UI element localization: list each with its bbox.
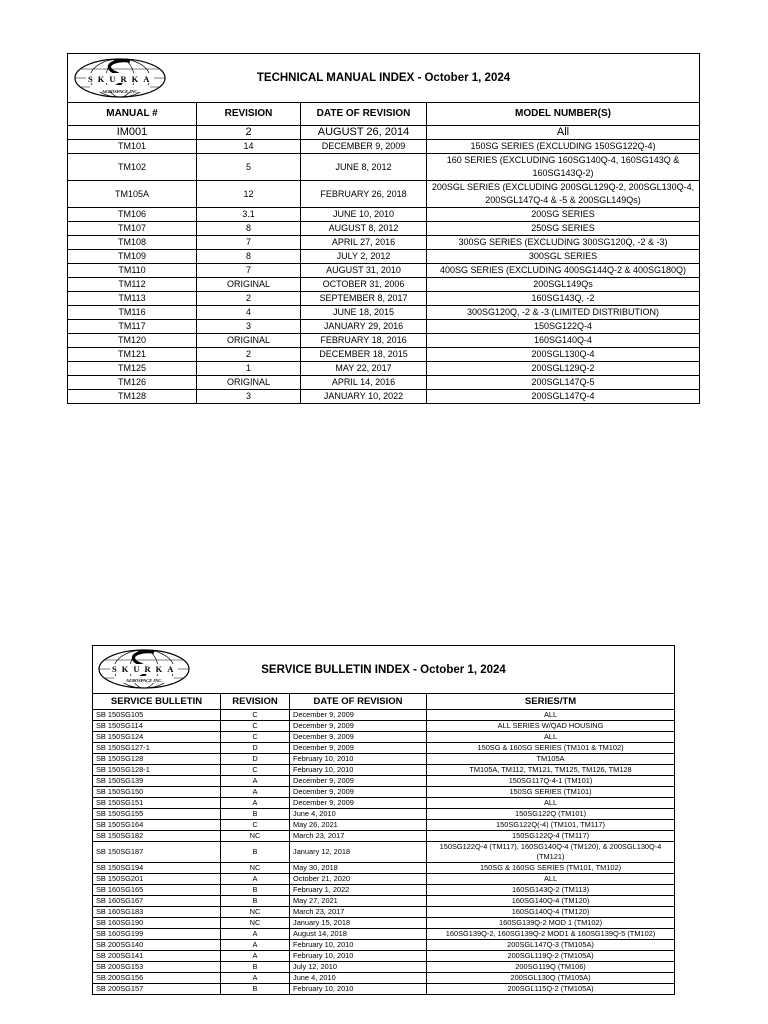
sb-cell: C — [221, 820, 290, 831]
tm-cell: 2 — [197, 348, 301, 362]
sb-cell: 200SGL130Q (TM105A) — [427, 973, 675, 984]
sb-table-row — [93, 721, 675, 732]
sb-table-row — [93, 809, 675, 820]
sb-cell: February 10, 2010 — [290, 940, 427, 951]
tm-cell: 200SGL147Q-5 — [427, 376, 700, 390]
sb-cell: October 21, 2020 — [290, 874, 427, 885]
tm-cell: AUGUST 8, 2012 — [301, 222, 427, 236]
sb-cell: January 12, 2018 — [290, 842, 427, 863]
tm-cell: 7 — [197, 264, 301, 278]
sb-cell: SB 200SG153 — [93, 962, 221, 973]
sb-cell: 150SG SERIES (TM101) — [427, 787, 675, 798]
sb-table-body — [93, 710, 675, 995]
sb-cell: February 10, 2010 — [290, 984, 427, 995]
tm-table-row — [68, 334, 700, 348]
sb-table-row — [93, 842, 675, 863]
sb-cell: 200SG119Q (TM106) — [427, 962, 675, 973]
sb-cell: NC — [221, 831, 290, 842]
sb-cell: July 12, 2010 — [290, 962, 427, 973]
sb-table-row — [93, 929, 675, 940]
tm-cell: ORIGINAL — [197, 278, 301, 292]
tm-col-header: REVISION — [197, 103, 301, 126]
sb-table-row — [93, 776, 675, 787]
tm-cell: 200SGL147Q-4 — [427, 390, 700, 404]
sb-cell: December 9, 2009 — [290, 776, 427, 787]
sb-cell: SB 150SG201 — [93, 874, 221, 885]
sb-cell: 160SG140Q-4 (TM120) — [427, 907, 675, 918]
tm-table-row — [68, 264, 700, 278]
tm-cell: TM113 — [68, 292, 197, 306]
tm-cell: 250SG SERIES — [427, 222, 700, 236]
tm-cell: DECEMBER 18, 2015 — [301, 348, 427, 362]
tm-cell: MAY 22, 2017 — [301, 362, 427, 376]
sb-logo-subtext: AEROSPACE INC. — [126, 678, 163, 683]
sb-cell: SB 150SG150 — [93, 787, 221, 798]
tm-header-row — [68, 103, 700, 126]
sb-cell: TM105A, TM112, TM121, TM125, TM126, TM128 — [427, 765, 675, 776]
sb-cell: May 30, 2018 — [290, 863, 427, 874]
tm-table-row — [68, 320, 700, 334]
sb-cell: SB 160SG190 — [93, 918, 221, 929]
tm-cell: 160SG143Q, -2 — [427, 292, 700, 306]
tm-cell: 200SG SERIES — [427, 208, 700, 222]
tm-cell: 3.1 — [197, 208, 301, 222]
sb-table-row — [93, 863, 675, 874]
sb-page-title: SERVICE BULLETIN INDEX - October 1, 2024 — [261, 663, 506, 676]
sb-cell: February 10, 2010 — [290, 951, 427, 962]
sb-cell: B — [221, 984, 290, 995]
tm-table-row — [68, 126, 700, 140]
tm-cell: 4 — [197, 306, 301, 320]
sb-table-row — [93, 798, 675, 809]
sb-cell: A — [221, 874, 290, 885]
tm-table-row — [68, 140, 700, 154]
sb-cell: ALL SERIES W/QAD HOUSING — [427, 721, 675, 732]
sb-table-row — [93, 743, 675, 754]
sb-table-row — [93, 787, 675, 798]
tm-cell: JULY 2, 2012 — [301, 250, 427, 264]
sb-cell: 160SG140Q-4 (TM120) — [427, 896, 675, 907]
tm-cell: TM109 — [68, 250, 197, 264]
tm-cell: SEPTEMBER 8, 2017 — [301, 292, 427, 306]
sb-table-row — [93, 765, 675, 776]
tm-cell: TM125 — [68, 362, 197, 376]
sb-cell: B — [221, 962, 290, 973]
tm-cell: AUGUST 31, 2010 — [301, 264, 427, 278]
sb-cell: June 4, 2010 — [290, 809, 427, 820]
sb-header-row — [93, 694, 675, 710]
sb-cell: C — [221, 710, 290, 721]
sb-cell: 150SG & 160SG SERIES (TM101, TM102) — [427, 863, 675, 874]
tm-title-row — [68, 54, 700, 103]
sb-cell: February 1, 2022 — [290, 885, 427, 896]
tm-cell: 7 — [197, 236, 301, 250]
sb-cell: May 27, 2021 — [290, 896, 427, 907]
sb-cell: ALL — [427, 798, 675, 809]
sb-cell: SB 150SG151 — [93, 798, 221, 809]
tm-cell: TM120 — [68, 334, 197, 348]
tm-cell: TM110 — [68, 264, 197, 278]
sb-cell: 150SG117Q-4-1 (TM101) — [427, 776, 675, 787]
tm-cell: JUNE 18, 2015 — [301, 306, 427, 320]
tm-cell: 3 — [197, 320, 301, 334]
tm-cell: 300SG120Q, -2 & -3 (LIMITED DISTRIBUTION) — [427, 306, 700, 320]
sb-cell: December 9, 2009 — [290, 732, 427, 743]
tm-cell: APRIL 27, 2016 — [301, 236, 427, 250]
sb-cell: SB 150SG187 — [93, 842, 221, 863]
tm-col-header: MODEL NUMBER(S) — [427, 103, 700, 126]
technical-manual-index-table — [67, 53, 700, 404]
sb-col-header: REVISION — [221, 694, 290, 710]
sb-cell: SB 150SG194 — [93, 863, 221, 874]
tm-page-title: TECHNICAL MANUAL INDEX - October 1, 2024 — [256, 71, 511, 84]
sb-cell: A — [221, 776, 290, 787]
sb-cell: 160SG139Q-2, 160SG139Q-2 MOD1 & 160SG139Q-5 (TM102) — [427, 929, 675, 940]
sb-cell: NC — [221, 907, 290, 918]
sb-cell: NC — [221, 918, 290, 929]
tm-cell: DECEMBER 9, 2009 — [301, 140, 427, 154]
sb-cell: ALL — [427, 732, 675, 743]
tm-cell: 400SG SERIES (EXCLUDING 400SG144Q-2 & 400SG180Q) — [427, 264, 700, 278]
tm-cell: OCTOBER 31, 2006 — [301, 278, 427, 292]
sb-cell: December 9, 2009 — [290, 787, 427, 798]
tm-cell: 160SG140Q-4 — [427, 334, 700, 348]
sb-cell: SB 150SG128 — [93, 754, 221, 765]
tm-cell: TM101 — [68, 140, 197, 154]
sb-table-row — [93, 951, 675, 962]
tm-cell: FEBRUARY 18, 2016 — [301, 334, 427, 348]
sb-cell: December 9, 2009 — [290, 710, 427, 721]
sb-cell: A — [221, 787, 290, 798]
tm-cell: TM117 — [68, 320, 197, 334]
tm-cell: 12 — [197, 181, 301, 208]
tm-cell: AUGUST 26, 2014 — [301, 126, 427, 140]
sb-cell: SB 160SG165 — [93, 885, 221, 896]
sb-cell: August 14, 2018 — [290, 929, 427, 940]
sb-table-row — [93, 831, 675, 842]
sb-cell: 150SG & 160SG SERIES (TM101 & TM102) — [427, 743, 675, 754]
sb-cell: C — [221, 765, 290, 776]
sb-cell: March 23, 2017 — [290, 831, 427, 842]
tm-cell: 5 — [197, 154, 301, 181]
tm-col-header: DATE OF REVISION — [301, 103, 427, 126]
sb-cell: December 9, 2009 — [290, 743, 427, 754]
sb-cell: SB 160SG167 — [93, 896, 221, 907]
tm-cell: FEBRUARY 26, 2018 — [301, 181, 427, 208]
tm-cell: TM102 — [68, 154, 197, 181]
sb-cell: SB 200SG157 — [93, 984, 221, 995]
sb-table-row — [93, 874, 675, 885]
sb-cell: February 10, 2010 — [290, 765, 427, 776]
sb-title-row — [93, 646, 675, 694]
tm-cell: IM001 — [68, 126, 197, 140]
tm-cell: 2 — [197, 292, 301, 306]
sb-cell: SB 150SG105 — [93, 710, 221, 721]
tm-table-row — [68, 278, 700, 292]
tm-cell: ORIGINAL — [197, 334, 301, 348]
sb-cell: A — [221, 973, 290, 984]
tm-cell: APRIL 14, 2016 — [301, 376, 427, 390]
tm-table-row — [68, 306, 700, 320]
tm-cell: 300SGL SERIES — [427, 250, 700, 264]
sb-cell: ALL — [427, 710, 675, 721]
tm-table-row — [68, 222, 700, 236]
sb-col-header: DATE OF REVISION — [290, 694, 427, 710]
tm-table-row — [68, 250, 700, 264]
tm-logo-text: SKURKA — [88, 74, 155, 84]
sb-table-row — [93, 940, 675, 951]
tm-cell: TM126 — [68, 376, 197, 390]
sb-cell: SB 150SG139 — [93, 776, 221, 787]
sb-cell: 150SG122Q(-4) (TM101, TM117) — [427, 820, 675, 831]
sb-cell: SB 150SG114 — [93, 721, 221, 732]
sb-table-row — [93, 984, 675, 995]
sb-cell: D — [221, 743, 290, 754]
sb-table-row — [93, 896, 675, 907]
tm-cell: TM107 — [68, 222, 197, 236]
tm-cell: 300SG SERIES (EXCLUDING 300SG120Q, -2 & -3) — [427, 236, 700, 250]
tm-cell: 160 SERIES (EXCLUDING 160SG140Q-4, 160SG143Q & 160SG143Q-2) — [427, 154, 700, 181]
sb-cell: ALL — [427, 874, 675, 885]
tm-table-row — [68, 154, 700, 181]
tm-table-row — [68, 208, 700, 222]
sb-cell: C — [221, 732, 290, 743]
sb-table-row — [93, 885, 675, 896]
sb-table-row — [93, 732, 675, 743]
sb-cell: December 9, 2009 — [290, 721, 427, 732]
tm-cell: 8 — [197, 222, 301, 236]
tm-cell: 200SGL130Q-4 — [427, 348, 700, 362]
sb-cell: SB 200SG156 — [93, 973, 221, 984]
tm-cell: 2 — [197, 126, 301, 140]
service-bulletin-index-table — [92, 645, 675, 995]
tm-cell: TM105A — [68, 181, 197, 208]
tm-cell: TM106 — [68, 208, 197, 222]
tm-cell: 150SG122Q-4 — [427, 320, 700, 334]
sb-cell: C — [221, 721, 290, 732]
tm-cell: 200SGL SERIES (EXCLUDING 200SGL129Q-2, 200SGL130Q-4, 200SGL147Q-4 & -5 & 200SGL149Qs) — [427, 181, 700, 208]
tm-cell: TM121 — [68, 348, 197, 362]
sb-cell: SB 200SG141 — [93, 951, 221, 962]
sb-cell: SB 150SG128-1 — [93, 765, 221, 776]
sb-cell: March 23, 2017 — [290, 907, 427, 918]
tm-cell: 3 — [197, 390, 301, 404]
sb-cell: 150SG122Q-4 (TM117) — [427, 831, 675, 842]
sb-cell: SB 150SG124 — [93, 732, 221, 743]
sb-cell: 200SGL115Q-2 (TM105A) — [427, 984, 675, 995]
sb-cell: SB 160SG199 — [93, 929, 221, 940]
sb-cell: SB 200SG140 — [93, 940, 221, 951]
tm-table-row — [68, 292, 700, 306]
tm-cell: ORIGINAL — [197, 376, 301, 390]
tm-col-header: MANUAL # — [68, 103, 197, 126]
tm-table-row — [68, 362, 700, 376]
sb-cell: B — [221, 842, 290, 863]
sb-cell: B — [221, 896, 290, 907]
tm-cell: JUNE 10, 2010 — [301, 208, 427, 222]
sb-table-row — [93, 973, 675, 984]
tm-table-row — [68, 348, 700, 362]
sb-table-row — [93, 907, 675, 918]
sb-cell: February 10, 2010 — [290, 754, 427, 765]
tm-cell: TM108 — [68, 236, 197, 250]
sb-cell: 160SG139Q-2 MOD 1 (TM102) — [427, 918, 675, 929]
sb-col-header: SERVICE BULLETIN — [93, 694, 221, 710]
sb-cell: A — [221, 798, 290, 809]
sb-cell: SB 150SG155 — [93, 809, 221, 820]
sb-cell: B — [221, 885, 290, 896]
tm-title-cell — [68, 54, 700, 103]
tm-table-body — [68, 126, 700, 404]
sb-cell: 150SG122Q-4 (TM117), 160SG140Q-4 (TM120), & 200SGL130Q-4 (TM121) — [427, 842, 675, 863]
tm-cell: 200SGL129Q-2 — [427, 362, 700, 376]
tm-cell: JUNE 8, 2012 — [301, 154, 427, 181]
tm-cell: JANUARY 29, 2016 — [301, 320, 427, 334]
sb-cell: SB 150SG127-1 — [93, 743, 221, 754]
sb-title-cell — [93, 646, 675, 694]
sb-cell: A — [221, 929, 290, 940]
tm-table-row — [68, 390, 700, 404]
sb-cell: NC — [221, 863, 290, 874]
tm-table-row — [68, 376, 700, 390]
sb-cell: SB 150SG164 — [93, 820, 221, 831]
sb-cell: 200SGL119Q-2 (TM105A) — [427, 951, 675, 962]
sb-cell: 150SG122Q (TM101) — [427, 809, 675, 820]
sb-cell: TM105A — [427, 754, 675, 765]
sb-cell: January 15, 2018 — [290, 918, 427, 929]
sb-cell: A — [221, 951, 290, 962]
tm-cell: 150SG SERIES (EXCLUDING 150SG122Q-4) — [427, 140, 700, 154]
sb-table-row — [93, 710, 675, 721]
tm-table-row — [68, 181, 700, 208]
tm-cell: TM112 — [68, 278, 197, 292]
tm-cell: 8 — [197, 250, 301, 264]
tm-table-row — [68, 236, 700, 250]
sb-table-row — [93, 754, 675, 765]
sb-cell: 160SG143Q-2 (TM113) — [427, 885, 675, 896]
sb-cell: December 9, 2009 — [290, 798, 427, 809]
tm-cell: All — [427, 126, 700, 140]
tm-cell: TM128 — [68, 390, 197, 404]
sb-cell: SB 160SG183 — [93, 907, 221, 918]
sb-cell: 200SGL147Q-3 (TM105A) — [427, 940, 675, 951]
tm-cell: TM116 — [68, 306, 197, 320]
sb-table-row — [93, 820, 675, 831]
tm-logo-subtext: AEROSPACE INC. — [102, 89, 139, 94]
sb-cell: A — [221, 940, 290, 951]
sb-table-row — [93, 962, 675, 973]
tm-cell: JANUARY 10, 2022 — [301, 390, 427, 404]
sb-col-header: SERIES/TM — [427, 694, 675, 710]
sb-cell: May 26, 2021 — [290, 820, 427, 831]
sb-logo-text: SKURKA — [112, 664, 179, 674]
tm-cell: 1 — [197, 362, 301, 376]
sb-cell: D — [221, 754, 290, 765]
sb-cell: B — [221, 809, 290, 820]
tm-cell: 14 — [197, 140, 301, 154]
sb-cell: June 4, 2010 — [290, 973, 427, 984]
sb-table-row — [93, 918, 675, 929]
tm-cell: 200SGL149Qs — [427, 278, 700, 292]
sb-cell: SB 150SG182 — [93, 831, 221, 842]
